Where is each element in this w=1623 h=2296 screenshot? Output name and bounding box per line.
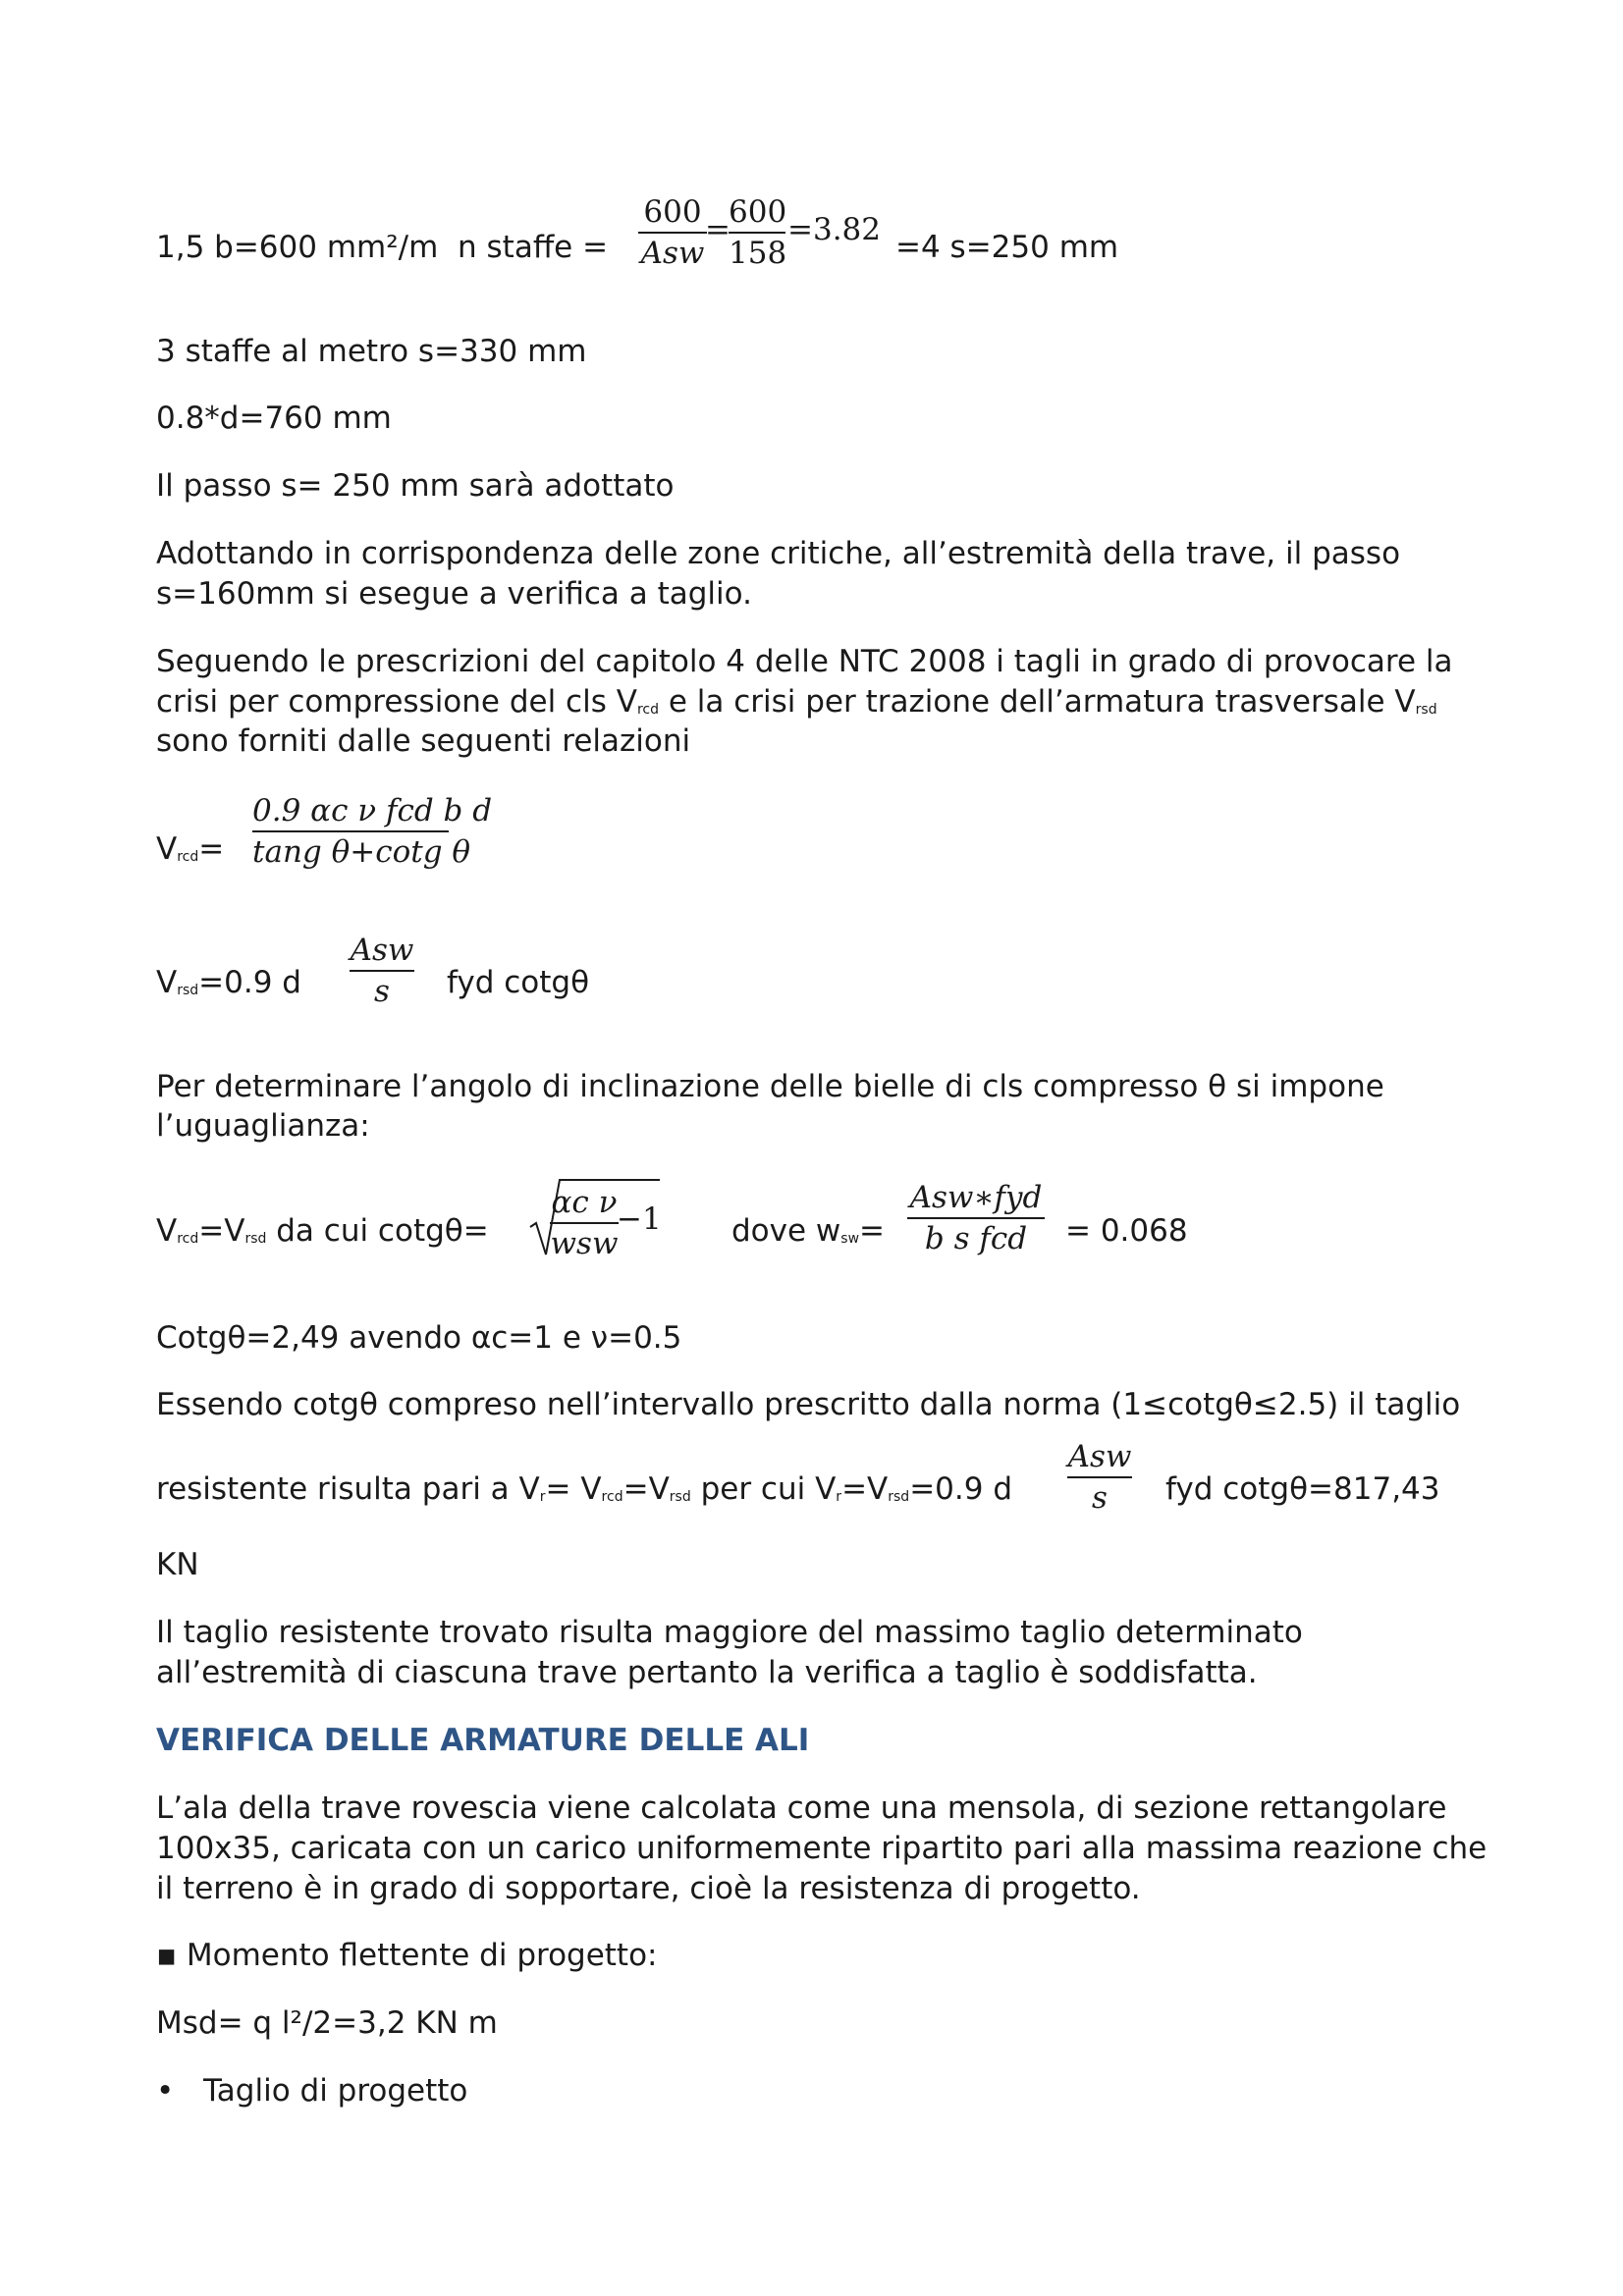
adottando-line-2: s=160mm si esegue a verifica a taglio. [156, 576, 752, 612]
text-span: 1,5 b=600 mm²/m [156, 230, 439, 265]
subscript: rcd [601, 1489, 623, 1505]
fraction-600-asw [638, 192, 707, 273]
denominator: 158 [729, 236, 787, 271]
text-span: resistente risulta pari a V [156, 1471, 540, 1507]
text-span: per cui V [690, 1471, 837, 1507]
zero-eight-d: 0.8*d=760 mm [156, 400, 392, 436]
numerator: 600 [729, 194, 787, 230]
passo-adottato: Il passo s= 250 mm sarà adottato [156, 468, 675, 504]
result-fraction [1067, 1437, 1132, 1518]
denominator: s [374, 974, 390, 1009]
ala-line-3: il terreno è in grado di sopportare, cioè la resistenza di progetto. [156, 1871, 1141, 1906]
denominator: wsw [550, 1226, 619, 1261]
taglio-line-2: all’estremità di ciascuna trave pertanto la verifica a taglio è soddisfatta. [156, 1655, 1258, 1690]
momento-item: ▪ Momento flettente di progetto: [156, 1938, 658, 1973]
dove-wsw-label [731, 1211, 885, 1258]
numerator: Asw∗fyd [909, 1180, 1043, 1215]
denominator: Asw [640, 236, 705, 271]
text-span: V [156, 965, 178, 1000]
denominator: s [1092, 1480, 1108, 1516]
subscript: rsd [1415, 702, 1437, 718]
staffe-calc-suffix: =4 s=250 mm [895, 230, 1119, 265]
numerator: Asw [350, 933, 414, 968]
equals-sign: = [705, 212, 730, 247]
sqrt-fraction [550, 1183, 619, 1263]
taglio-line-1: Il taglio resistente trovato risulta maggiore del massimo taglio determinato [156, 1615, 1303, 1650]
seguendo-line-1: Seguendo le prescrizioni del capitolo 4 delle NTC 2008 i tagli in grado di provocare la [156, 644, 1453, 679]
ala-line-2: 100x35, caricata con un carico uniformemente ripartito pari alla massima reazione che [156, 1831, 1488, 1866]
seguendo-line-3: sono forniti dalle seguenti relazioni [156, 723, 691, 759]
text-span: da cui cotgθ= [266, 1213, 489, 1249]
result-line-prefix [156, 1469, 1012, 1517]
numerator: Asw [1067, 1439, 1132, 1474]
adottando-line-1: Adottando in corrispondenza delle zone critiche, all’estremità della trave, il passo [156, 536, 1401, 571]
subscript: r [539, 1489, 546, 1505]
bullet-icon: • [156, 2073, 175, 2109]
vrsd-label [156, 963, 301, 1010]
subscript: rsd [244, 1231, 267, 1247]
subscript: rsd [177, 983, 199, 998]
cotg-eq-label [156, 1211, 489, 1258]
determinare-line-1: Per determinare l’angolo di inclinazione delle bielle di cls compresso θ si impone [156, 1069, 1384, 1104]
msd-formula: Msd= q l²/2=3,2 KN m [156, 2005, 498, 2041]
subscript: rcd [177, 849, 199, 865]
text-span: =0.9 d [909, 1471, 1012, 1507]
essendo-line: Essendo cotgθ compreso nell’intervallo prescritto dalla norma (1≤cotgθ≤2.5) il taglio [156, 1387, 1461, 1422]
subscript: rsd [669, 1489, 691, 1505]
taglio-progetto-item: Taglio di progetto [203, 2073, 468, 2109]
subscript: rcd [636, 702, 659, 718]
vrsd-fraction [350, 931, 414, 1011]
numerator: 0.9 αc ν fcd b d [252, 793, 493, 828]
vrsd-suffix: fyd cotgθ [447, 965, 590, 1000]
section-heading: VERIFICA DELLE ARMATURE DELLE ALI [156, 1723, 810, 1758]
subscript: rcd [177, 1231, 199, 1247]
result-line-suffix: fyd cotgθ=817,43 [1165, 1471, 1440, 1507]
denominator: tang θ+cotg θ [252, 834, 471, 870]
denominator: b s fcd [924, 1221, 1028, 1256]
subscript: r [836, 1489, 842, 1505]
text-span: V [156, 1213, 178, 1249]
minus-one: −1 [617, 1201, 662, 1237]
ala-line-1: L’ala della trave rovescia viene calcolata come una mensola, di sezione rettangolare [156, 1790, 1447, 1826]
determinare-line-2: l’uguaglianza: [156, 1108, 370, 1144]
fraction-600-158 [729, 192, 785, 273]
numerator: αc ν [551, 1185, 618, 1220]
subscript: sw [840, 1231, 860, 1247]
wsw-result: = 0.068 [1065, 1213, 1188, 1249]
text-span: =0.9 d [198, 965, 301, 1000]
text-span: V [156, 831, 178, 867]
wsw-fraction [907, 1178, 1045, 1258]
text-span: n staffe = [458, 230, 609, 265]
text-span: = V [545, 1471, 602, 1507]
kn-unit: KN [156, 1547, 199, 1582]
text-span: e la crisi per trazione dell’armatura trasversale V [658, 684, 1416, 720]
staffe-calc-prefix [156, 228, 608, 267]
staffe-al-metro: 3 staffe al metro s=330 mm [156, 334, 587, 369]
vrcd-label [156, 829, 224, 877]
text-span: crisi per compressione del cls V [156, 684, 637, 720]
text-span: = [859, 1213, 886, 1249]
text-span: dove w [731, 1213, 841, 1249]
text-span: =V [622, 1471, 670, 1507]
text-span: =V [198, 1213, 245, 1249]
text-span: =V [841, 1471, 889, 1507]
numerator: 600 [643, 194, 702, 230]
subscript: rsd [888, 1489, 910, 1505]
cotg-value: Cotgθ=2,49 avendo αc=1 e ν=0.5 [156, 1320, 682, 1356]
vrcd-fraction [252, 791, 493, 872]
text-span: = [198, 831, 225, 867]
fraction-result: =3.82 [787, 212, 881, 247]
